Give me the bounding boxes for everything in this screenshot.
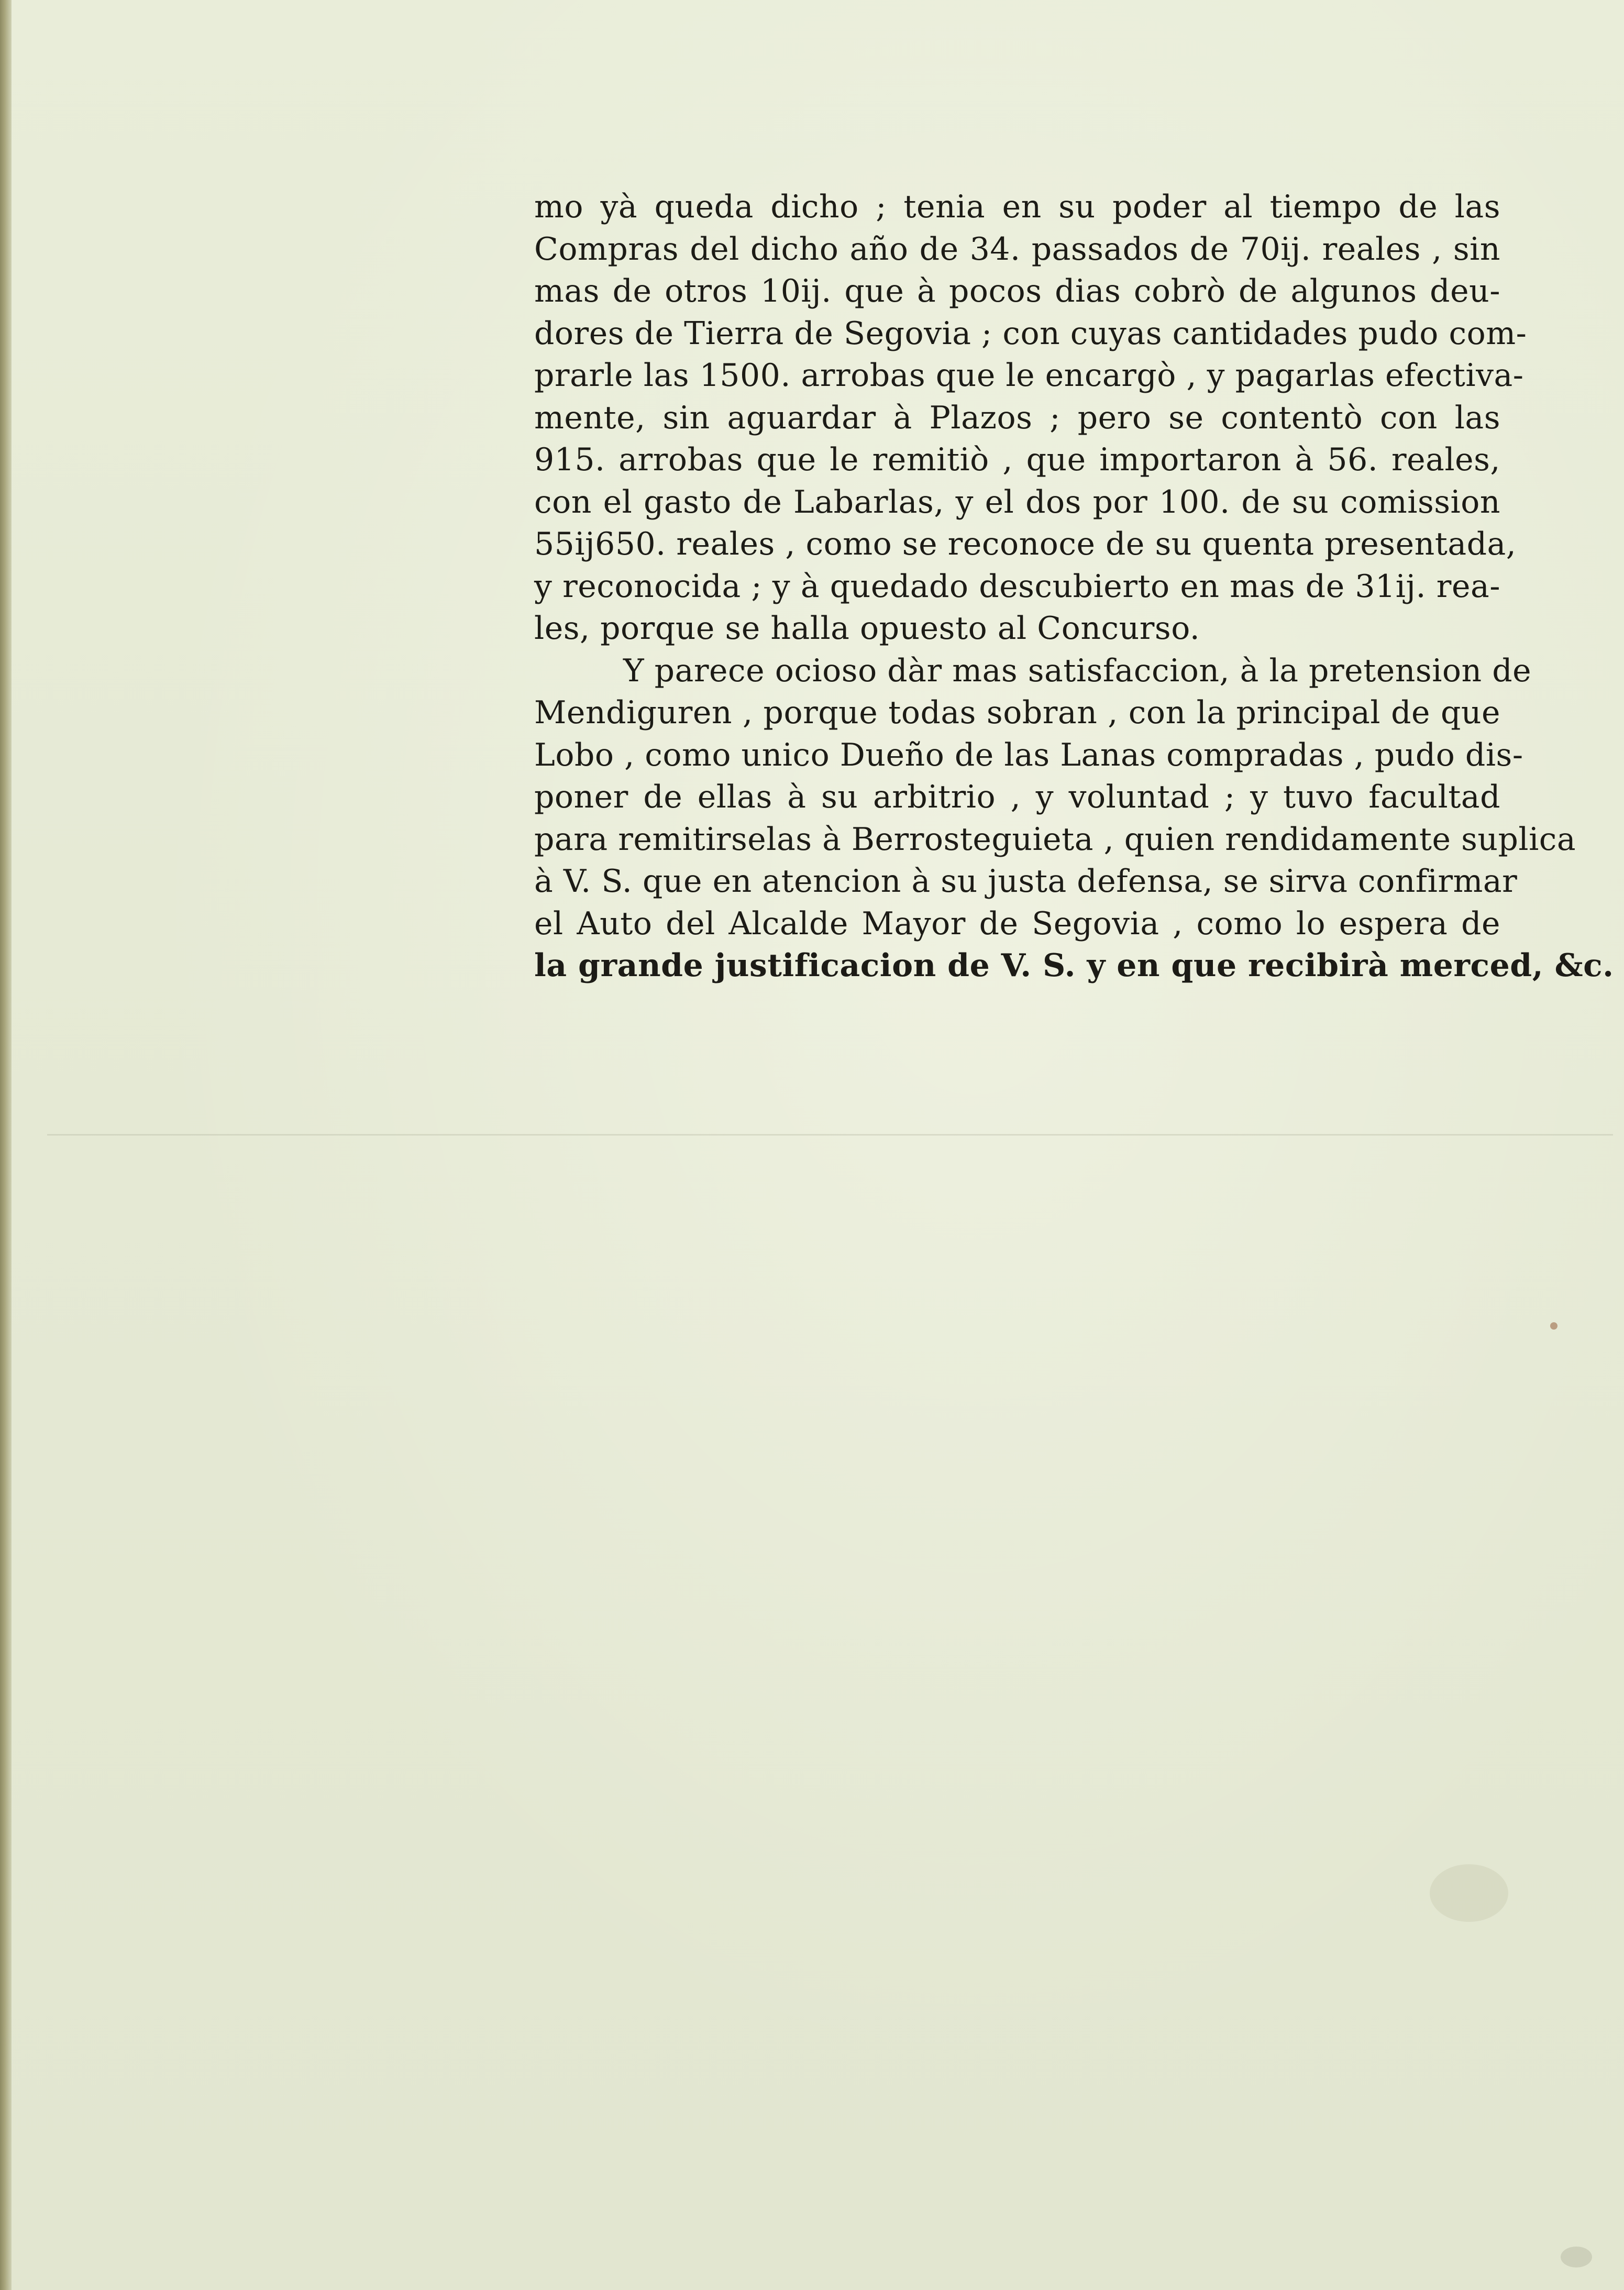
text-line: Compras del dicho año de 34. passados de 70ij. reales , sin (534, 230, 1500, 268)
paper-fold-line (47, 1134, 1613, 1136)
text-line: con el gasto de Labarlas, y el dos por 100. de su comission (534, 483, 1500, 521)
document-text-block (534, 186, 1614, 987)
text-line: Lobo , como unico Dueño de las Lanas compradas , pudo dis- (534, 736, 1523, 773)
text-line: dores de Tierra de Segovia ; con cuyas cantidades pudo com- (534, 315, 1527, 352)
text-line: la grande justificacion de V. S. y en que recibirà merced, &c. (534, 947, 1614, 984)
text-line: à V. S. que en atencion à su justa defensa, se sirva confirmar (534, 863, 1518, 900)
paragraph-2 (534, 650, 1614, 987)
text-line: Y parece ocioso dàr mas satisfaccion, à la pretension de (623, 652, 1532, 689)
text-line: prarle las 1500. arrobas que le encargò , y pagarlas efectiva- (534, 357, 1524, 394)
text-line: poner de ellas à su arbitrio , y voluntad ; y tuvo facultad (534, 779, 1500, 815)
text-line: mas de otros 10ij. que à pocos dias cobrò de algunos deu- (534, 273, 1500, 309)
text-line: Mendiguren , porque todas sobran , con la principal de que (534, 694, 1500, 731)
text-line: mo yà queda dicho ; tenia en su poder al tiempo de las (534, 189, 1500, 225)
text-line: y reconocida ; y à quedado descubierto en mas de 31ij. rea- (534, 568, 1500, 605)
text-line: para remitirselas à Berrosteguieta , quien rendidamente suplica (534, 821, 1576, 858)
paper-stain (1430, 1864, 1508, 1922)
paper-stain (1561, 2247, 1592, 2267)
paragraph-1 (534, 186, 1527, 650)
text-line: 55ij650. reales , como se reconoce de su quenta presentada, (534, 526, 1517, 562)
paper-stain (1550, 1322, 1557, 1330)
page-left-edge (0, 0, 12, 2290)
text-line: el Auto del Alcalde Mayor de Segovia , como lo espera de (534, 905, 1500, 942)
text-line: 915. arrobas que le remitiò , que importaron à 56. reales, (534, 441, 1500, 478)
text-line: mente, sin aguardar à Plazos ; pero se contentò con las (534, 399, 1500, 436)
text-line: les, porque se halla opuesto al Concurso. (534, 610, 1200, 647)
